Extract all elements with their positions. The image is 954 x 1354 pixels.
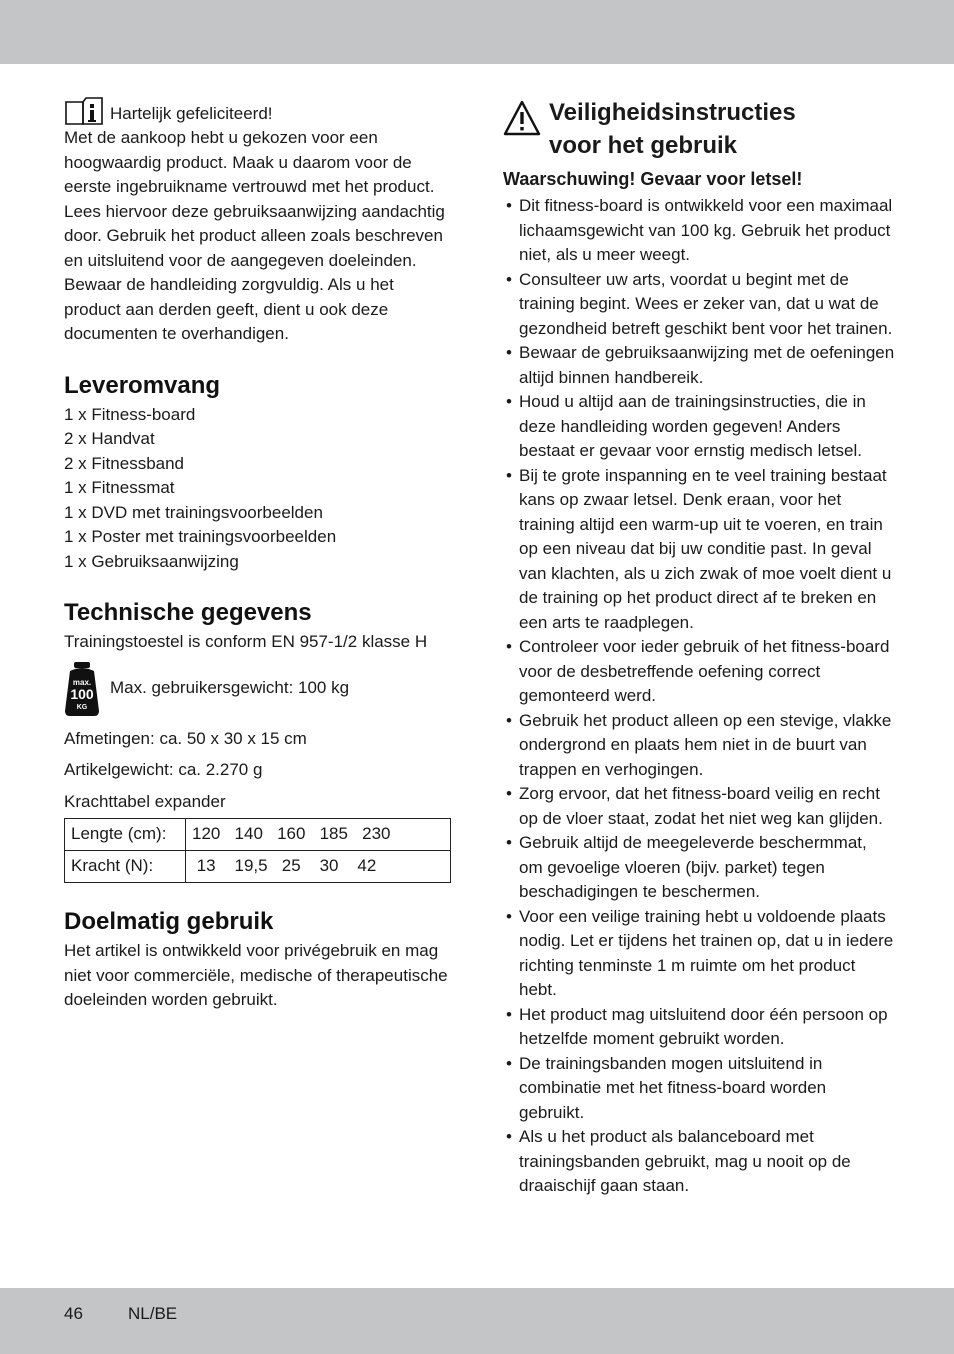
list-item: 1 x DVD met trainingsvoorbeelden xyxy=(64,502,323,522)
list-item: 1 x Fitness-board xyxy=(64,404,196,424)
table-row xyxy=(65,819,451,851)
list-item: • Dit fitness-board is ontwikkeld voor een maximaal lichaamsgewicht van 100 kg. Gebruik het product niet, als u meer weegt. xyxy=(503,194,895,268)
left-column xyxy=(64,96,454,1013)
weight-icon xyxy=(64,661,100,717)
article-weight-text: Artikelgewicht: ca. 2.270 g xyxy=(64,760,263,779)
list-item: • Houd u altijd aan de trainingsinstructies, die in deze handleiding worden gegeven! Anders bestaat er gevaar voor ernstig medisch letsel. xyxy=(503,390,895,464)
manual-info-icon xyxy=(64,96,104,126)
max-weight-text: Max. gebruikersgewicht: 100 kg xyxy=(110,678,350,698)
list-item: 2 x Fitnessband xyxy=(64,453,185,473)
table-row xyxy=(65,851,451,883)
list-item: • Het product mag uitsluitend door één persoon op hetzelfde moment gebruikt worden. xyxy=(503,1003,895,1052)
safety-title xyxy=(549,96,796,162)
table-cell: 13 19,5 25 30 42 xyxy=(186,851,451,883)
list-item: • Consulteer uw arts, voordat u begint met de training begint. Wees er zeker van, dat u wat de gezondheid betreft geschikt bent voor het trainen. xyxy=(503,268,895,342)
list-item: 1 x Fitnessmat xyxy=(64,478,175,497)
table-cell: Lengte (cm): xyxy=(65,819,186,851)
safety-heading xyxy=(503,96,895,162)
list-item: 1 x Gebruiksaanwijzing xyxy=(64,551,239,571)
table-caption: Krachttabel expander xyxy=(64,791,226,811)
delivery-list xyxy=(64,403,454,575)
list-item: • Als u het product als balanceboard met trainingsbanden gebruikt, mag u nooit op de draaischijf gaan staan. xyxy=(503,1125,895,1199)
weight-icon-value: 100 xyxy=(70,685,94,702)
safety-title-line: voor het gebruik xyxy=(549,132,738,159)
safety-title-line: Veiligheidsinstructies xyxy=(549,99,796,126)
list-item: • Bewaar de gebruiksaanwijzing met de oefeningen altijd binnen handbereik. xyxy=(503,341,895,390)
greeting-text: Hartelijk gefeliciteerd! xyxy=(110,103,273,123)
doelmatig-paragraph: Het artikel is ontwikkeld voor privégebruik en mag niet voor commerciële, medische of therapeutische doeleinden worden gebruikt. xyxy=(64,941,448,1009)
dimensions-text: Afmetingen: ca. 50 x 30 x 15 cm xyxy=(64,728,307,748)
page-number: 46 xyxy=(64,1304,83,1323)
list-item: • Zorg ervoor, dat het fitness-board veilig en recht op de vloer staat, zodat het niet weg kan glijden. xyxy=(503,782,895,831)
max-weight-row xyxy=(64,661,454,717)
list-item: 2 x Handvat xyxy=(64,429,155,448)
header-bar xyxy=(0,0,954,64)
list-item: • Controleer voor ieder gebruik of het fitness-board voor de desbetreffende oefening correct gemonteerd werd. xyxy=(503,635,895,709)
doelmatig-heading: Doelmatig gebruik xyxy=(64,908,274,935)
intro-heading xyxy=(64,96,454,126)
weight-icon-max: max. xyxy=(72,677,92,687)
leveromvang-heading: Leveromvang xyxy=(64,371,221,399)
right-column xyxy=(503,96,895,1199)
warning-subtitle: Waarschuwing! Gevaar voor letsel! xyxy=(503,169,803,189)
table-cell: 120 140 160 185 230 xyxy=(186,819,451,851)
safety-list xyxy=(503,194,895,1199)
weight-icon-unit: KG xyxy=(76,703,88,711)
table-cell: Kracht (N): xyxy=(65,851,186,883)
list-item: • Gebruik altijd de meegeleverde beschermmat, om gevoelige vloeren (bijv. parket) tegen beschadigingen te beschermen. xyxy=(503,831,895,905)
list-item: • Voor een veilige training hebt u voldoende plaats nodig. Let er tijdens het trainen op, dat u in iedere richting tenminste 1 m ruimte om het product hebt. xyxy=(503,905,895,1003)
list-item: • Gebruik het product alleen op een stevige, vlakke ondergrond en plaats hem niet in de buurt van trappen en verhogingen. xyxy=(503,709,895,783)
force-table xyxy=(64,818,451,883)
technisch-heading: Technische gegevens xyxy=(64,599,312,626)
warning-triangle-icon xyxy=(503,100,541,136)
intro-paragraph: Met de aankoop hebt u gekozen voor een hoogwaardig product. Maak u daarom voor de eerste ingebruikname vertrouwd met het product. Lees hiervoor deze gebruiksaanwijzing aandachtig door. Gebruik het product alleen zoals beschreven en uitsluitend voor de aangegeven doeleinden. Bewaar de handleiding zorgvuldig. Als u het product aan derden geeft, dient u ook deze documenten te overhandigen. xyxy=(64,128,445,343)
conformity-text: Trainingstoestel is conform EN 957-1/2 klasse H xyxy=(64,632,428,651)
list-item: 1 x Poster met trainingsvoorbeelden xyxy=(64,527,337,546)
list-item: • Bij te grote inspanning en te veel training bestaat kans op zwaar letsel. Denk eraan, voor het training altijd een warm-up uit te voeren, en train op een niveau dat bij uw conditie past. In geval van klachten, als u zich zwak of moe voelt dient u de training op het product direct af te breken en een arts te raadplegen. xyxy=(503,464,895,636)
list-item: • De trainingsbanden mogen uitsluitend in combinatie met het fitness-board worden gebruikt. xyxy=(503,1052,895,1126)
locale-label: NL/BE xyxy=(128,1304,178,1323)
